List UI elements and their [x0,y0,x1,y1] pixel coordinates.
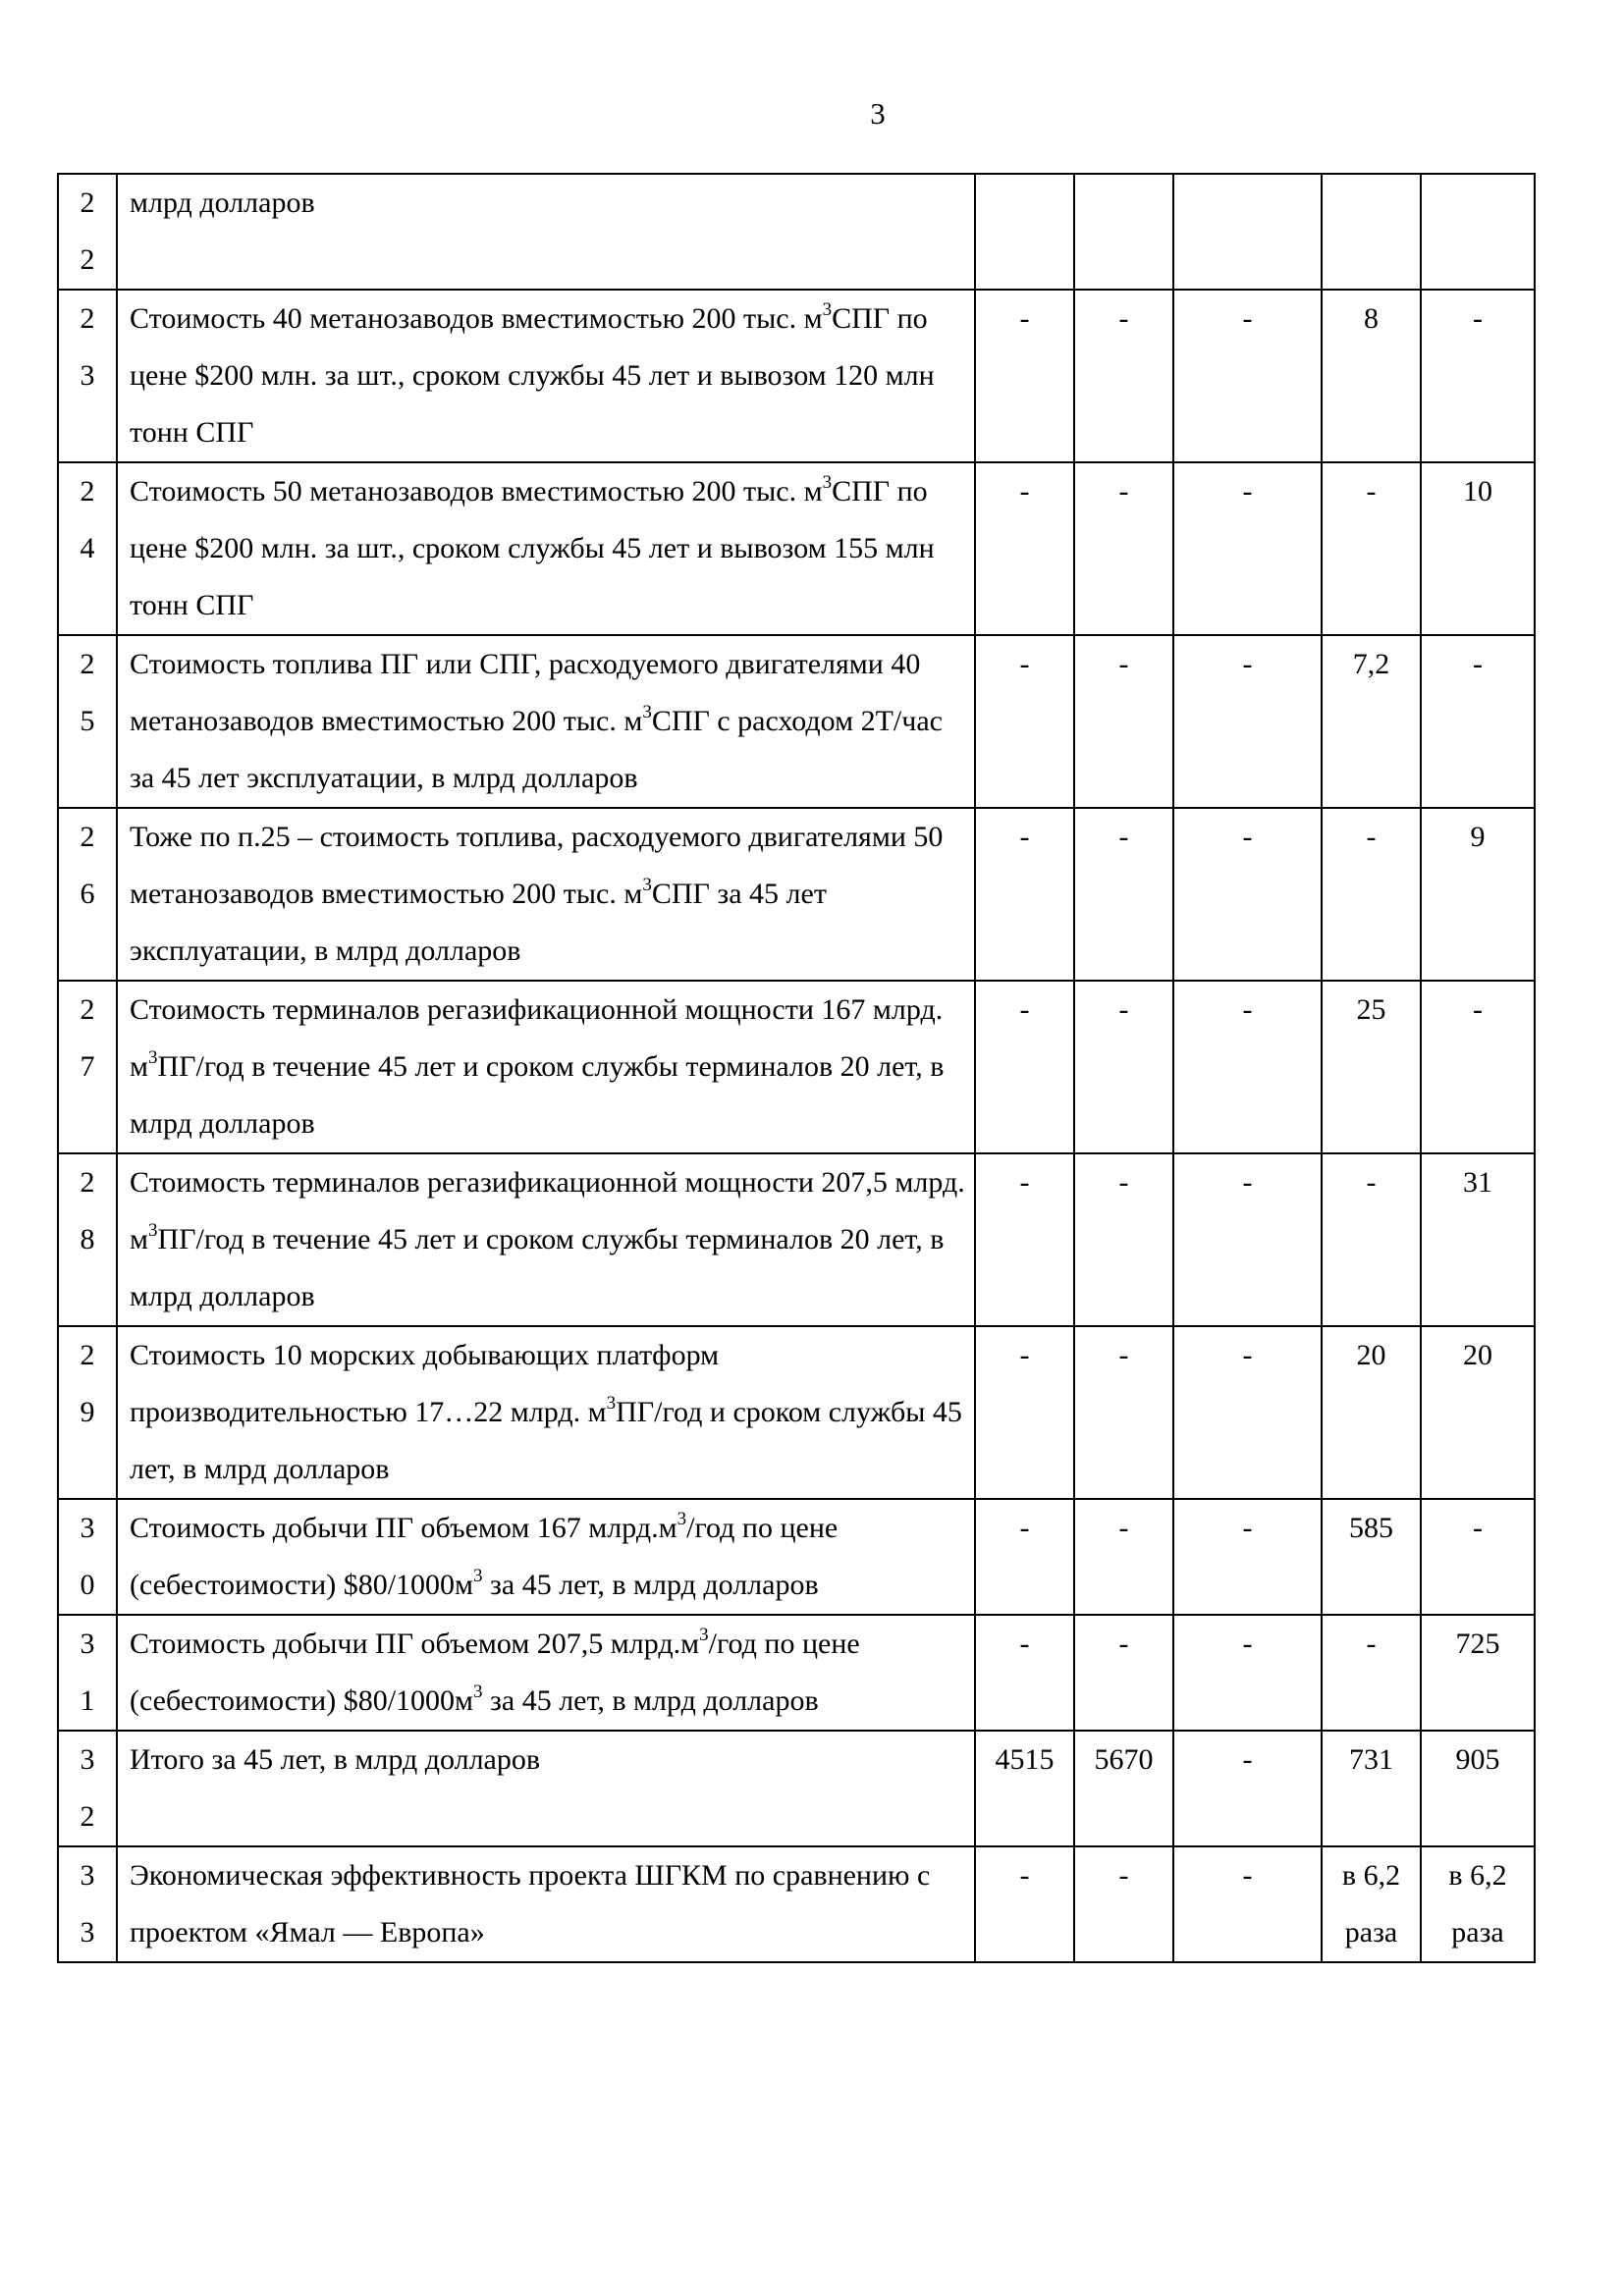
row-value-col1 [975,174,1074,290]
row-value-col2: - [1074,981,1173,1153]
row-value-col4 [1322,174,1421,290]
table-row [58,1326,1535,1499]
row-description: Экономическая эффективность проекта ШГКМ по сравнению с проектом «Ямал — Европа» [117,1846,975,1962]
row-value-col1: - [975,1153,1074,1326]
row-value-col2: - [1074,1499,1173,1615]
row-value-col1: - [975,462,1074,635]
table-row [58,1615,1535,1731]
row-number-text: 23 [80,302,95,392]
row-value-col1: 4515 [975,1731,1074,1846]
row-number-text: 32 [80,1743,95,1833]
row-description: Стоимость добычи ПГ объемом 167 $млрд.м^3$/год по цене (себестоимости) $\$80/1000м^3$ за 45 лет, в млрд долларов [117,1499,975,1615]
row-value-col1: - [975,635,1074,808]
row-value-col4: - [1322,462,1421,635]
row-value-col2: - [1074,1153,1173,1326]
row-description: Итого за 45 лет, в млрд долларов [117,1731,975,1846]
row-value-col2: - [1074,808,1173,981]
row-value-col3: - [1173,1731,1322,1846]
row-number-text: 29 [80,1339,95,1428]
row-value-col3: - [1173,1499,1322,1615]
row-value-col5: 725 [1421,1615,1535,1731]
row-value-col3: - [1173,1846,1322,1962]
row-value-col4: 8 [1322,290,1421,462]
row-number [58,174,117,290]
row-value-col3: - [1173,1615,1322,1731]
row-value-col5: - [1421,981,1535,1153]
row-value-col3: - [1173,1153,1322,1326]
row-value-col5: - [1421,635,1535,808]
row-description: Тоже по п.25 – стоимость топлива, расходуемого двигателями 50 метанозаводов вместимостью 200 тыс. $м^3СПГ$ за 45 лет эксплуатации, в млрд долларов [117,808,975,981]
row-description: млрд долларов [117,174,975,290]
table-body [58,174,1535,1962]
row-value-col4: 585 [1322,1499,1421,1615]
row-number [58,1499,117,1615]
row-value-col4: 7,2 [1322,635,1421,808]
table-row [58,981,1535,1153]
row-value-col3: - [1173,1326,1322,1499]
row-value-col2: - [1074,1326,1173,1499]
row-number-text: 24 [80,475,95,564]
row-value-col3: - [1173,808,1322,981]
row-value-col5: - [1421,1499,1535,1615]
row-value-col2: - [1074,462,1173,635]
row-value-col4: 25 [1322,981,1421,1153]
table-row [58,290,1535,462]
row-value-col2: - [1074,290,1173,462]
row-number [58,1615,117,1731]
table-row [58,1499,1535,1615]
row-value-col3: - [1173,635,1322,808]
row-number-text: 27 [80,993,95,1083]
row-number [58,808,117,981]
row-number-text: 25 [80,648,95,737]
row-value-col1: - [975,1846,1074,1962]
row-description: Стоимость терминалов регазификационной мощности 207,5 млрд. $м^3ПГ$/год в течение 45 лет и сроком службы терминалов 20 лет, в млрд долларов [117,1153,975,1326]
row-value-col2: 5670 [1074,1731,1173,1846]
row-number-text: 22 [80,187,95,276]
row-value-col2: - [1074,1846,1173,1962]
row-value-col5: - [1421,290,1535,462]
row-description: Стоимость добычи ПГ объемом 207,5 $млрд.м^3$/год по цене (себестоимости) $\$80/1000м^3$ за 45 лет, в млрд долларов [117,1615,975,1731]
row-value-col5 [1421,174,1535,290]
row-number [58,1846,117,1962]
row-value-col2 [1074,174,1173,290]
row-value-col4: - [1322,808,1421,981]
row-number-text: 30 [80,1512,95,1601]
row-number [58,290,117,462]
table-row [58,174,1535,290]
row-number-text: 28 [80,1166,95,1255]
row-value-col3: - [1173,981,1322,1153]
row-value-col4: 731 [1322,1731,1421,1846]
row-description: Стоимость 10 морских добывающих платформ производительностью 17…22 млрд. $м^3ПГ$/год и сроком службы 45 лет, в млрд долларов [117,1326,975,1499]
row-description: Стоимость терминалов регазификационной мощности 167 млрд. $м^3ПГ$/год в течение 45 лет и сроком службы терминалов 20 лет, в млрд долларов [117,981,975,1153]
row-number-text: 26 [80,821,95,910]
row-number [58,462,117,635]
row-value-col4: - [1322,1153,1421,1326]
row-value-col5: 905 [1421,1731,1535,1846]
row-value-col2: - [1074,635,1173,808]
row-value-col1: - [975,290,1074,462]
row-number [58,981,117,1153]
row-number-text: 31 [80,1628,95,1717]
row-value-col1: - [975,808,1074,981]
row-value-col1: - [975,1499,1074,1615]
row-description: Стоимость 40 метанозаводов вместимостью 200 тыс. $м^3СПГ$ по цене $200 млн. за шт., сроком службы 45 лет и вывозом 120 млн тонн СПГ [117,290,975,462]
row-number-text: 33 [80,1859,95,1949]
page-number: 3 [870,96,886,131]
table-row [58,1731,1535,1846]
row-number [58,1731,117,1846]
row-value-col3: - [1173,290,1322,462]
row-number [58,1326,117,1499]
row-value-col3 [1173,174,1322,290]
row-value-col4: в 6,2 раза [1322,1846,1421,1962]
row-value-col5: 20 [1421,1326,1535,1499]
table-row [58,1153,1535,1326]
row-number [58,635,117,808]
row-description: Стоимость 50 метанозаводов вместимостью 200 тыс. $м^3СПГ$ по цене $200 млн. за шт., сроком службы 45 лет и вывозом 155 млн тонн СПГ [117,462,975,635]
row-value-col3: - [1173,462,1322,635]
row-value-col5: в 6,2 раза [1421,1846,1535,1962]
cost-table [57,173,1536,1963]
row-value-col1: - [975,1326,1074,1499]
row-value-col1: - [975,1615,1074,1731]
row-description: Стоимость топлива ПГ или СПГ, расходуемого двигателями 40 метанозаводов вместимостью 200 тыс. $м^3СПГ$ с расходом 2Т/час за 45 лет эксплуатации, в млрд долларов [117,635,975,808]
row-value-col5: 10 [1421,462,1535,635]
row-value-col5: 9 [1421,808,1535,981]
table-row [58,462,1535,635]
row-value-col4: - [1322,1615,1421,1731]
row-number [58,1153,117,1326]
table-row [58,635,1535,808]
table-row [58,808,1535,981]
row-value-col2: - [1074,1615,1173,1731]
row-value-col1: - [975,981,1074,1153]
row-value-col5: 31 [1421,1153,1535,1326]
row-value-col4: 20 [1322,1326,1421,1499]
table-row [58,1846,1535,1962]
